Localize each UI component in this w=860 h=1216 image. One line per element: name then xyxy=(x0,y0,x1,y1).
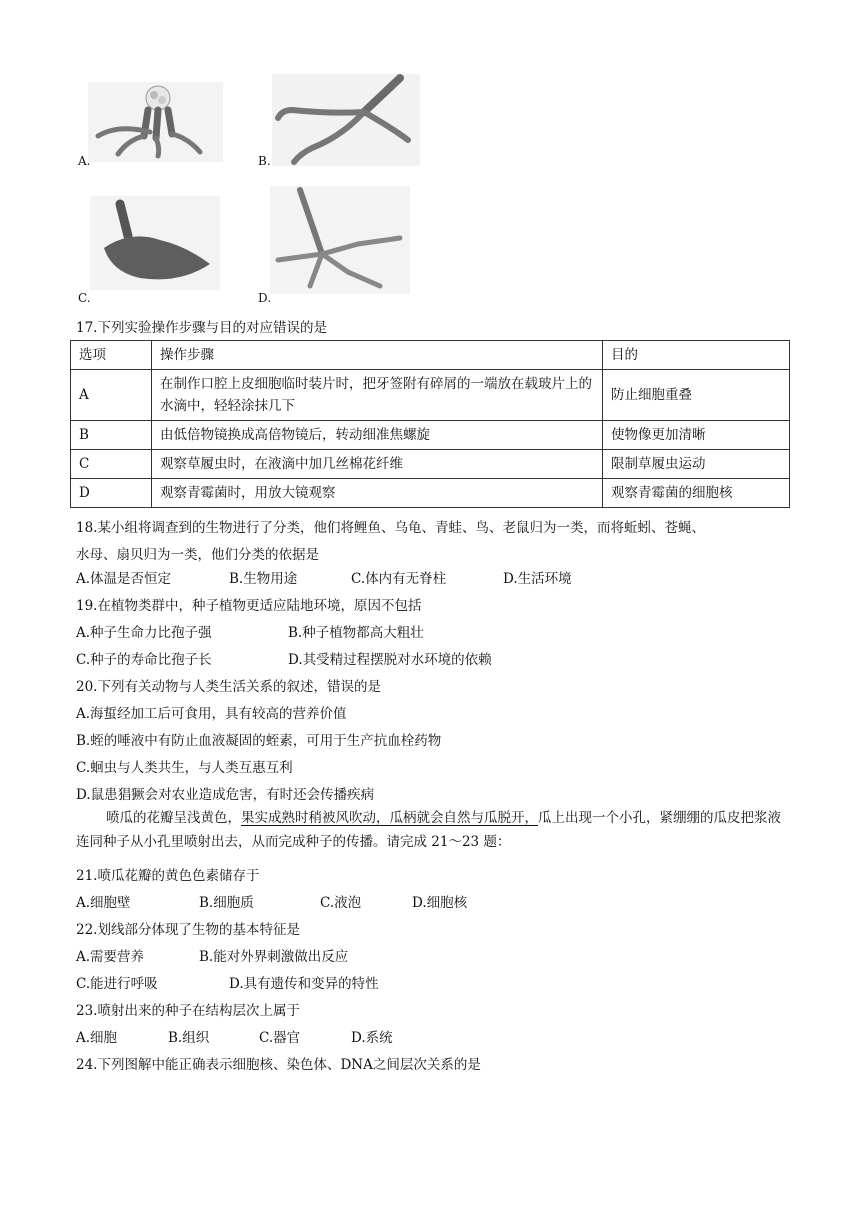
q21-option-d: D.细胞核 xyxy=(412,895,468,911)
row-step: 观察草履虫时，在液滴中加几丝棉花纤维 xyxy=(152,450,603,479)
table-header-row xyxy=(71,341,790,370)
q23-stem: 23.喷射出来的种子在结构层次上属于 xyxy=(76,1003,300,1019)
q20-stem: 20.下列有关动物与人类生活关系的叙述，错误的是 xyxy=(76,679,381,695)
header-option: 选项 xyxy=(71,341,152,370)
webbed-foot-image xyxy=(90,196,220,290)
q19-option-b: B.种子植物都高大粗壮 xyxy=(288,625,424,641)
q18-option-c: C.体内有无脊柱 xyxy=(351,571,447,587)
header-step: 操作步骤 xyxy=(152,341,603,370)
long-toed-bird-foot-image xyxy=(270,186,410,294)
q17-table xyxy=(70,340,790,508)
table-row xyxy=(71,421,790,450)
row-option: B xyxy=(71,421,152,450)
row-goal: 使物像更加清晰 xyxy=(603,421,790,450)
q22-option-b: B.能对外界刺激做出反应 xyxy=(199,949,349,965)
q22-option-d: D.具有遗传和变异的特性 xyxy=(229,976,379,992)
q21-option-b: B.细胞质 xyxy=(199,895,254,911)
q18-option-a: A.体温是否恒定 xyxy=(76,571,172,587)
q18-option-b: B.生物用途 xyxy=(229,571,298,587)
q22-option-c: C.能进行呼吸 xyxy=(76,976,158,992)
q21-option-c: C.液泡 xyxy=(320,895,362,911)
row-step: 在制作口腔上皮细胞临时装片时，把牙签附有碎屑的一端放在载玻片上的水滴中，轻轻涂抹几下 xyxy=(152,370,603,421)
q19-option-d: D.其受精过程摆脱对水环境的依赖 xyxy=(288,652,492,668)
q21-option-a: A.细胞壁 xyxy=(76,895,131,911)
q18-stem-line1: 18.某小组将调查到的生物进行了分类，他们将鲤鱼、乌龟、青蛙、鸟、老鼠归为一类，而将蚯蚓、苍蝇、 xyxy=(76,520,705,536)
figure-b-label: B. xyxy=(258,154,271,168)
q23-option-c: C.器官 xyxy=(259,1030,301,1046)
table-row xyxy=(71,479,790,508)
figure-d-label: D. xyxy=(258,291,272,305)
row-goal: 防止细胞重叠 xyxy=(603,370,790,421)
row-option: D xyxy=(71,479,152,508)
row-option: C xyxy=(71,450,152,479)
row-goal: 观察青霉菌的细胞核 xyxy=(603,479,790,508)
table-row xyxy=(71,370,790,421)
figure-c-label: C. xyxy=(78,291,91,305)
passage-text-pre: 喷瓜的花瓣呈浅黄色， xyxy=(106,810,241,826)
q23-option-d: D.系统 xyxy=(351,1030,393,1046)
q23-option-b: B.组织 xyxy=(168,1030,210,1046)
row-step: 由低倍物镜换成高倍物镜后，转动细准焦螺旋 xyxy=(152,421,603,450)
q18-option-d: D.生活环境 xyxy=(503,571,572,587)
q17-stem: 17.下列实验操作步骤与目的对应错误的是 xyxy=(76,320,327,336)
q23-option-a: A.细胞 xyxy=(76,1030,118,1046)
q19-option-a: A.种子生命力比孢子强 xyxy=(76,625,212,641)
passage xyxy=(76,806,792,854)
header-goal: 目的 xyxy=(603,341,790,370)
q22-stem: 22.划线部分体现了生物的基本特征是 xyxy=(76,922,300,938)
passage-text-post: 瓜上出现一个小孔，紧绷绷的瓜皮把浆液连同种子从小孔里喷射出去，从而完成种子的传播。请完成 21～23 题： xyxy=(76,810,781,850)
row-goal: 限制草履虫运动 xyxy=(603,450,790,479)
q20-option-d: D.鼠患猖獗会对农业造成危害，有时还会传播疾病 xyxy=(76,787,375,803)
row-step: 观察青霉菌时，用放大镜观察 xyxy=(152,479,603,508)
q18-stem-line2: 水母、扇贝归为一类，他们分类的依据是 xyxy=(76,547,319,563)
passage-underlined-text: 果实成熟时稍被风吹动，瓜柄就会自然与瓜脱开， xyxy=(241,810,538,826)
q24-stem: 24.下列图解中能正确表示细胞核、染色体、DNA之间层次关系的是 xyxy=(76,1057,481,1073)
q21-stem: 21.喷瓜花瓣的黄色色素储存于 xyxy=(76,868,260,884)
q20-option-a: A.海蜇经加工后可食用，具有较高的营养价值 xyxy=(76,706,347,722)
q20-option-b: B.蛭的唾液中有防止血液凝固的蛭素，可用于生产抗血栓药物 xyxy=(76,733,442,749)
q22-option-a: A.需要营养 xyxy=(76,949,145,965)
claw-grasping-flower-image xyxy=(88,82,223,162)
q19-option-c: C.种子的寿命比孢子长 xyxy=(76,652,212,668)
q20-option-c: C.蛔虫与人类共生，与人类互惠互利 xyxy=(76,760,293,776)
table-row xyxy=(71,450,790,479)
figure-a-label: A. xyxy=(78,154,91,168)
row-option: A xyxy=(71,370,152,421)
q19-stem: 19.在植物类群中，种子植物更适应陆地环境，原因不包括 xyxy=(76,598,422,614)
bird-foot-spread-image xyxy=(272,74,420,166)
